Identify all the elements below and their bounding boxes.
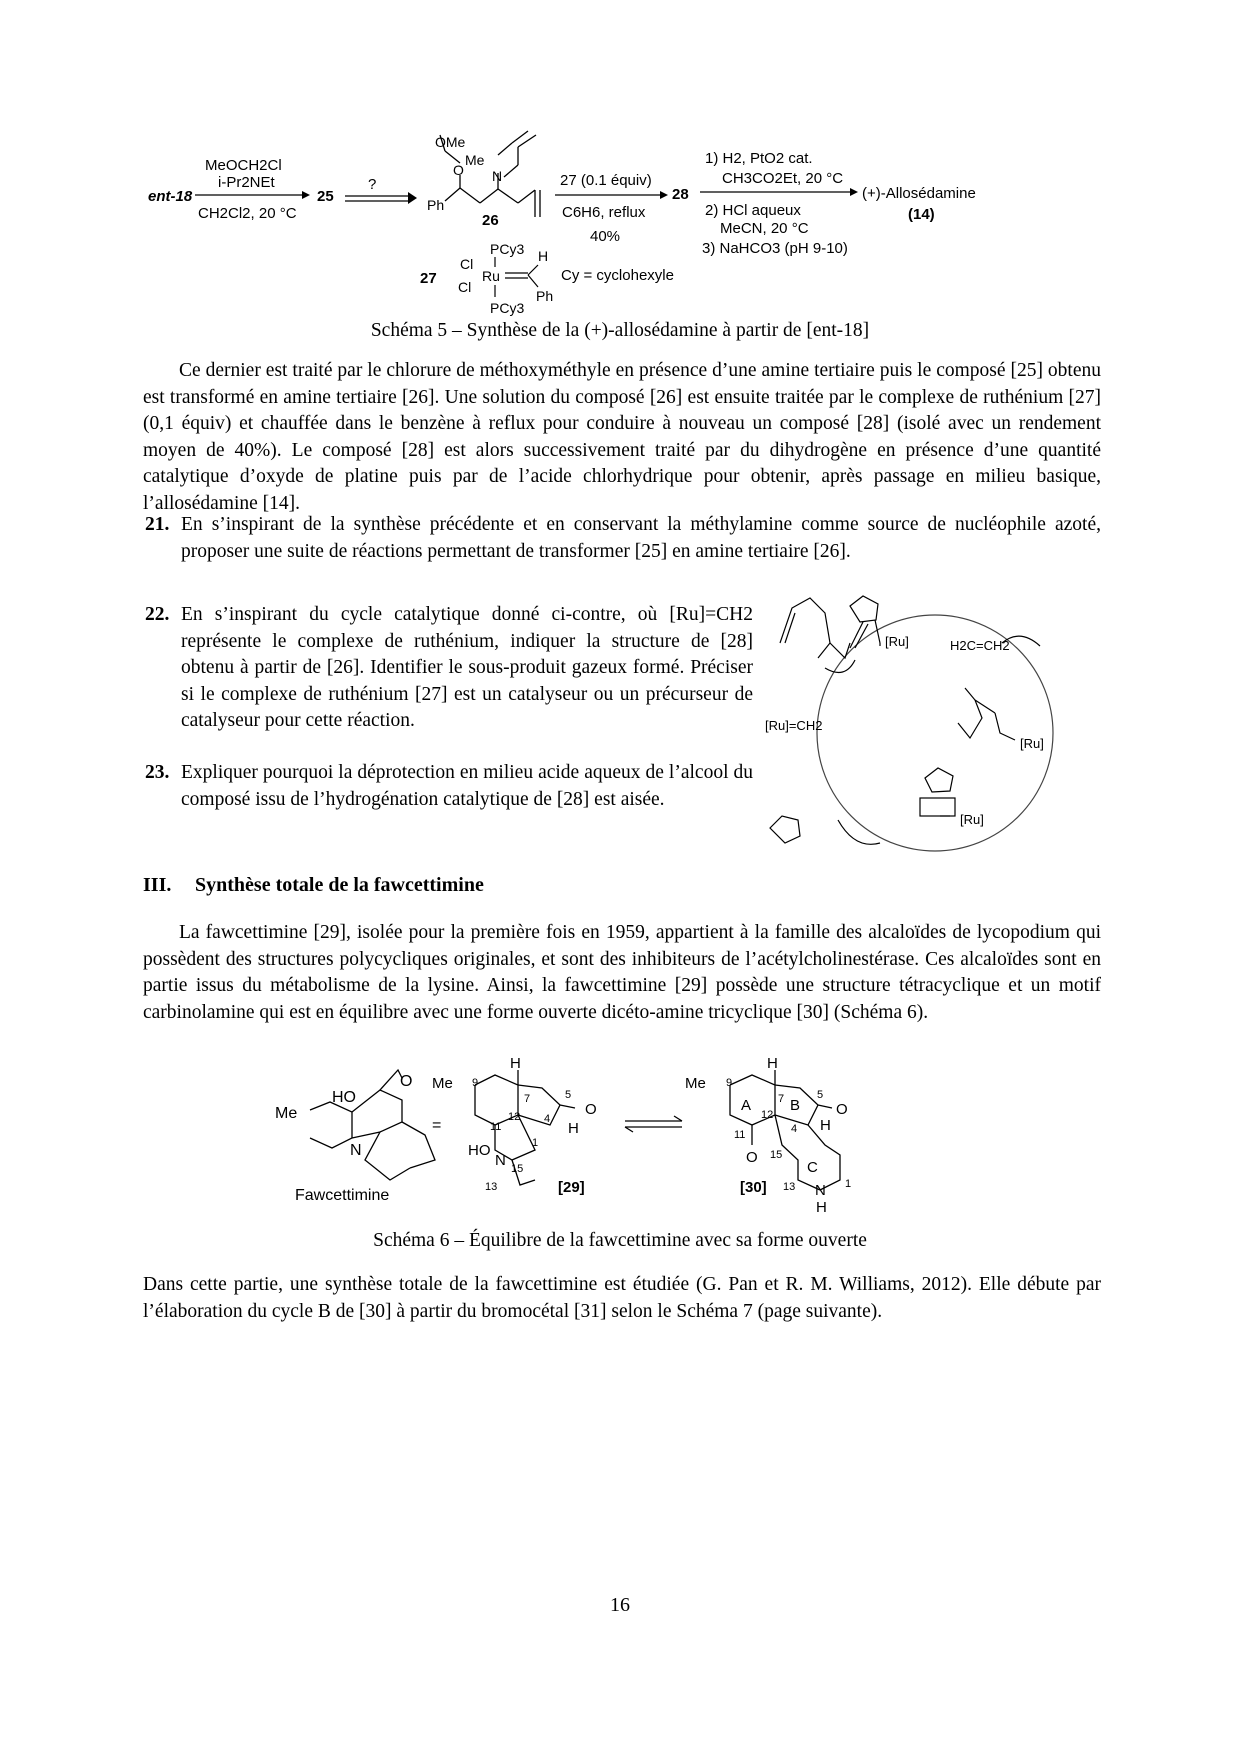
h-label: H — [538, 248, 549, 264]
unknown-reagent: ? — [368, 176, 377, 193]
c30-num-5: 5 — [817, 1089, 824, 1101]
compound-29: [29] — [558, 1179, 585, 1196]
c30-me: Me — [685, 1075, 706, 1092]
catalytic-cycle-figure — [765, 588, 1110, 878]
reagent-meoch2cl: MeOCH2Cl — [205, 157, 282, 174]
o-label: O — [453, 162, 464, 178]
ph-label: Ph — [427, 197, 445, 213]
scheme-6-caption: Schéma 6 – Équilibre de la fawcettimine avec sa forme ouverte — [373, 1230, 867, 1251]
paragraph-3: Dans cette partie, une synthèse totale de la fawcettimine est étudiée (G. Pan et R. M. Williams, 2012). Elle débute par l’élaboration du cycle B de [30] à partir du bromocétal [31] selon le Schéma 7 (page suivante). — [143, 1274, 1101, 1322]
c30-num-13: 13 — [783, 1181, 796, 1193]
ring-b: B — [790, 1097, 801, 1114]
ru-label: Ru — [482, 268, 500, 284]
c29-num-1: 1 — [532, 1137, 539, 1149]
compound-26: 26 — [482, 212, 499, 229]
pcy3-top: PCy3 — [490, 241, 525, 257]
ph-on-ru: Ph — [536, 288, 554, 304]
reagent-base: i-Pr2NEt — [218, 174, 275, 191]
c29-num-9: 9 — [472, 1077, 479, 1089]
reagent-solvent: CH2Cl2, 20 °C — [198, 205, 297, 222]
step-2: 2) HCl aqueux — [705, 202, 801, 219]
page-number: 16 — [610, 1594, 630, 1616]
cl-bottom: Cl — [458, 279, 472, 295]
c30-o-11: O — [746, 1149, 758, 1166]
section-title: Synthèse totale de la fawcettimine — [195, 874, 484, 896]
c29-me: Me — [432, 1075, 453, 1092]
fawcettimine-n: N — [350, 1142, 362, 1159]
paragraph-1: Ce dernier est traité par le chlorure de méthoxyméthyle en présence d’une amine tertiaire puis le composé [25] obtenu est transformé en amine tertiaire [26]. Une solution du composé [26] est ensuite traitée par le complexe de ruthénium [27] (0,1 équiv) et chauffée dans le benzène à reflux pour conduire à nouveau un composé [28] (isolé avec un rendement moyen de 40%). Le composé [28] est alors successivement traité par du dihydrogène en présence d’une quantité catalytique d’oxyde de platine puis par de l’acide chlorhydrique pour obtenir, après passage en milieu basique, l’allosédamine [14]. — [143, 360, 1101, 514]
fawcettimine-structure — [310, 1070, 435, 1180]
catalyst-reagent: 27 (0.1 équiv) — [560, 172, 652, 189]
c29-num-15: 15 — [511, 1163, 524, 1175]
c30-h: H — [820, 1117, 831, 1134]
ring-c: C — [807, 1159, 818, 1176]
question-21-number: 21. — [145, 514, 170, 535]
scheme-5-caption: Schéma 5 – Synthèse de la (+)-allosédamine à partir de [ent-18] — [370, 320, 870, 341]
c30-num-4: 4 — [791, 1123, 798, 1135]
c29-ho: HO — [468, 1142, 491, 1159]
c29-num-4: 4 — [544, 1113, 551, 1125]
ring-a: A — [741, 1097, 752, 1114]
question-23-text: Expliquer pourquoi la déprotection en milieu acide aqueux de l’alcool du composé issu de l’hydrogénation catalytique de [28] est aisée. — [181, 762, 753, 810]
c29-n: N — [495, 1152, 506, 1169]
fawcettimine-name: Fawcettimine — [295, 1187, 390, 1204]
ru-bottom: [Ru] — [960, 812, 984, 827]
ome-label: OMe — [435, 134, 466, 150]
c30-n: N — [815, 1182, 826, 1199]
product-name: (+)-Allosédamine — [862, 185, 976, 202]
question-23 — [145, 760, 753, 813]
fawcettimine-ho: HO — [332, 1089, 356, 1106]
compound-30: [30] — [740, 1179, 767, 1196]
section-number: III. — [143, 874, 172, 896]
c30-num-7: 7 — [778, 1093, 785, 1105]
question-22-text: En s’inspirant du cycle catalytique donné ci-contre, où [Ru]=CH2 représente le complexe de ruthénium, indiquer la structure de [28] obtenu à partir de [26]. Identifier le sous-produit gazeux formé. Préciser si le complexe de ruthénium [27] est un catalyseur ou un précurseur de catalyseur pour cette réaction. — [181, 604, 753, 732]
question-21 — [145, 512, 1101, 565]
question-22 — [145, 602, 753, 735]
scheme-6-figure — [275, 1050, 960, 1225]
c29-num-12: 12 — [508, 1111, 521, 1123]
n-label: N — [492, 168, 503, 184]
catalyst-conditions: C6H6, reflux — [562, 204, 646, 221]
compound-27: 27 — [420, 270, 437, 287]
fawcettimine-me: Me — [275, 1105, 298, 1122]
section-heading — [143, 874, 484, 897]
step-1-cond: CH3CO2Et, 20 °C — [722, 170, 844, 187]
step-1: 1) H2, PtO2 cat. — [705, 150, 813, 167]
c30-nh: H — [816, 1199, 827, 1216]
fawcettimine-o: O — [400, 1073, 413, 1090]
c30-num-12: 12 — [761, 1109, 774, 1121]
ethylene-label: H2C=CH2 — [950, 638, 1010, 653]
step-3: 3) NaHCO3 (pH 9-10) — [702, 240, 848, 257]
ru-top: [Ru] — [885, 634, 909, 649]
equals-sign: = — [432, 1117, 442, 1134]
c29-num-11: 11 — [490, 1121, 502, 1133]
ent18-label: ent-18 — [148, 188, 193, 205]
c29-h-top: H — [510, 1055, 521, 1072]
question-23-number: 23. — [145, 762, 170, 783]
c29-o: O — [585, 1101, 597, 1118]
c29-num-7: 7 — [524, 1093, 531, 1105]
c29-h: H — [568, 1120, 579, 1137]
c30-num-9: 9 — [726, 1077, 733, 1089]
compound-25: 25 — [317, 188, 334, 205]
step-2-cond: MeCN, 20 °C — [720, 220, 809, 237]
c29-num-13: 13 — [485, 1181, 498, 1193]
c30-num-11: 11 — [734, 1129, 746, 1141]
cl-top: Cl — [460, 256, 474, 272]
c30-num-1: 1 — [845, 1178, 852, 1190]
c30-num-15: 15 — [770, 1149, 783, 1161]
question-22-number: 22. — [145, 604, 170, 625]
paragraph-2: La fawcettimine [29], isolée pour la première fois en 1959, appartient à la famille des alcaloïdes de lycopodium qui possèdent des structures polycycliques originales, et sont des inhibiteurs de l’acétylcholinestérase. Ces alcaloïdes sont en partie issus du métabolisme de la lysine. Ainsi, la fawcettimine [29] possède une structure tétracyclique et un motif carbinolamine qui est en équilibre avec une forme ouverte dicéto-amine tricyclique [30] (Schéma 6). — [143, 922, 1101, 1023]
c30-h-top: H — [767, 1055, 778, 1072]
me-label: Me — [465, 152, 485, 168]
product-number: (14) — [908, 206, 935, 223]
compound-28: 28 — [672, 186, 689, 203]
cy-definition: Cy = cyclohexyle — [561, 267, 674, 284]
c30-o-ketone: O — [836, 1101, 848, 1118]
c29-num-5: 5 — [565, 1089, 572, 1101]
equilibrium-arrows — [625, 1116, 682, 1132]
ru-ch2-label: [Ru]=CH2 — [765, 718, 823, 733]
ru-right: [Ru] — [1020, 736, 1044, 751]
question-21-text: En s’inspirant de la synthèse précédente et en conservant la méthylamine comme source de nucléophile azoté, proposer une suite de réactions permettant de transformer [25] en amine tertiaire [26]. — [181, 514, 1101, 562]
pcy3-bottom: PCy3 — [490, 300, 525, 316]
yield-label: 40% — [590, 228, 621, 245]
